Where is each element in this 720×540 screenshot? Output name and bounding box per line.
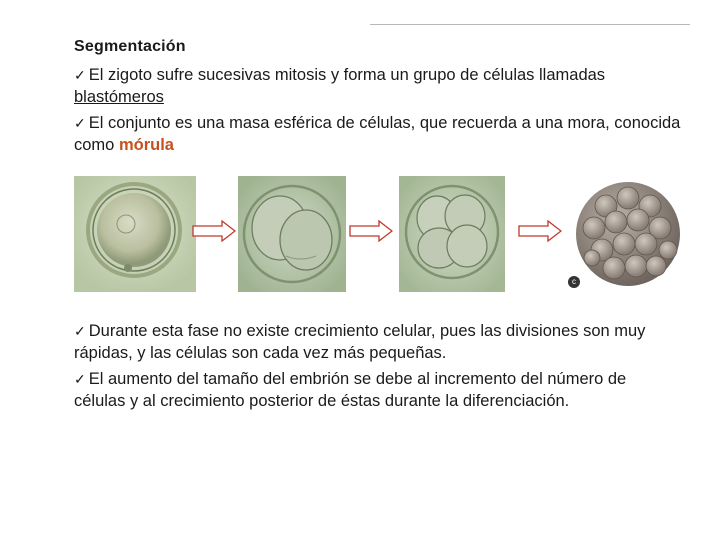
- top-rule: [370, 24, 690, 25]
- morula-image: [566, 176, 686, 292]
- bullet-3-text: Durante esta fase no existe crecimiento celular, pues las divisiones son muy rápidas, y las células son cada vez más pequeñas.: [74, 322, 646, 362]
- bullet-1-text: El zigoto sufre sucesivas mitosis y forma un grupo de células llamadas: [88, 66, 606, 84]
- four-cell-image: [399, 176, 505, 292]
- check-icon: ✓: [74, 115, 86, 131]
- slide-title: Segmentación: [74, 38, 186, 55]
- bullet-4-text: El aumento del tamaño del embrión se debe al incremento del número de células y al crecimiento posterior de éstas durante la diferenciación.: [74, 370, 627, 410]
- segmentation-figure: [74, 176, 686, 292]
- arrow-right-icon: [192, 220, 236, 242]
- check-icon: ✓: [74, 371, 86, 387]
- bullet-2: [74, 112, 694, 156]
- bullet-1: [74, 64, 694, 108]
- arrow-right-icon: [349, 220, 393, 242]
- morula-term: mórula: [118, 136, 174, 154]
- check-icon: ✓: [74, 323, 86, 339]
- figure-badge: c: [568, 276, 580, 288]
- zygote-image: [74, 176, 196, 292]
- bullet-4: [74, 368, 674, 412]
- bullet-2-text: El conjunto es una masa esférica de células, que recuerda a una mora, conocida como: [74, 114, 681, 154]
- check-icon: ✓: [74, 67, 86, 83]
- two-cell-image: [238, 176, 346, 292]
- arrow-right-icon: [518, 220, 562, 242]
- blastomeros-term: blastómeros: [74, 88, 164, 106]
- bullet-3: [74, 320, 694, 364]
